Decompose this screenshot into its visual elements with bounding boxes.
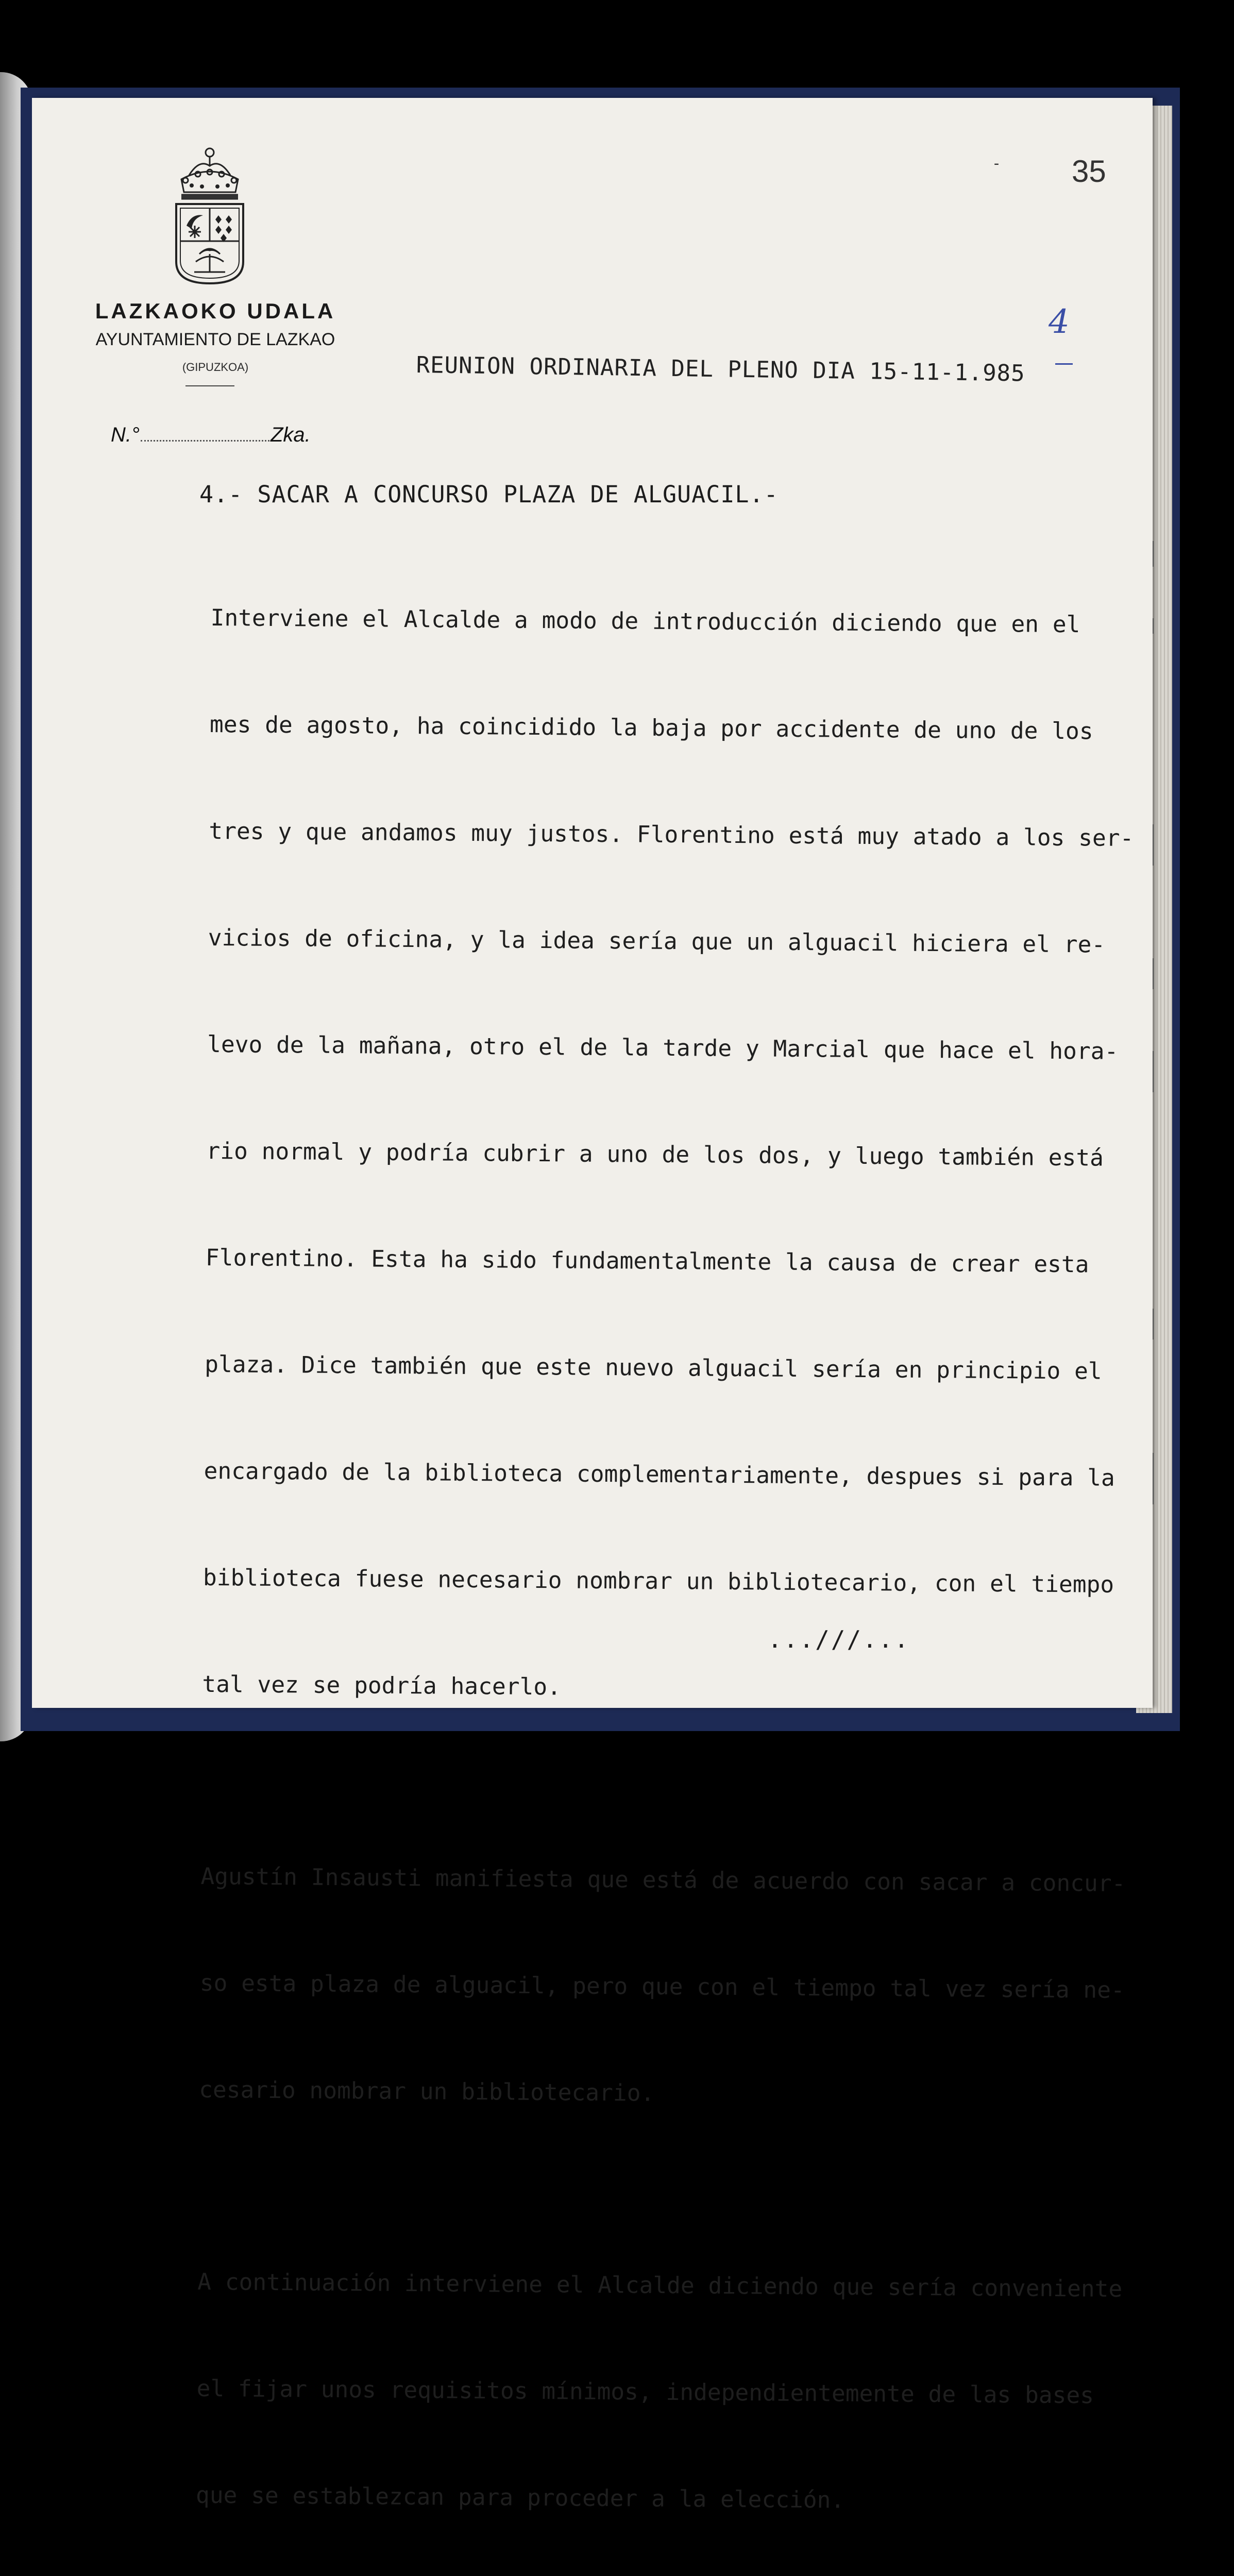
paragraph: [201, 529, 1144, 1781]
text-line: biblioteca fuese necesario nombrar un bibliotecario, con el tiempo: [202, 1564, 1114, 1598]
document-title: REUNION ORDINARIA DEL PLENO DIA 15-11-1.985: [416, 352, 1025, 387]
text-line: Agustín Insausti manifiesta que está de acuerdo con sacar a concur-: [200, 1863, 1126, 1897]
text-line: so esta plaza de alguacil, pero que con el tiempo tal vez sería ne-: [199, 1970, 1125, 2004]
text-line: vicios de oficina, y la idea sería que un alguacil hiciera el re-: [208, 924, 1106, 958]
page-number: 35: [1072, 154, 1106, 189]
continuation-mark: ...///...: [768, 1625, 910, 1653]
handwritten-underline: [1055, 363, 1073, 365]
letterhead-divider: [185, 385, 234, 386]
body-text: [182, 529, 1144, 2576]
text-line: el fijar unos requisitos mínimos, independientemente de las bases: [196, 2375, 1094, 2409]
text-line: tres y que andamos muy justos. Florentino está muy atado a los ser-: [209, 818, 1134, 852]
text-line: levo de la mañana, otro el de la tarde y Marcial que hace el hora-: [207, 1031, 1119, 1065]
text-line: plaza. Dice también que este nuevo alguacil sería en principio el: [205, 1351, 1102, 1385]
text-line: encargado de la biblioteca complementariamente, despues si para la: [204, 1458, 1115, 1492]
paragraph: [198, 1788, 1134, 2186]
coat-of-arms-icon: [171, 143, 248, 286]
reference-prefix: N.°: [111, 423, 140, 446]
organization-province: (GIPUZKOA): [182, 361, 249, 374]
margin-tick-marks: [1150, 536, 1157, 1566]
reference-dotted-blank: [141, 440, 269, 442]
text-line: que se establezcan para proceder a la elección.: [195, 2482, 845, 2514]
text-line: tal vez se podría hacerlo.: [202, 1671, 562, 1701]
text-line: cesario nombrar un bibliotecario.: [199, 2076, 655, 2107]
organization-name: LAZKAOKO UDALA: [95, 299, 336, 323]
handwritten-number: 4: [1049, 303, 1070, 341]
section-heading: 4.- SACAR A CONCURSO PLAZA DE ALGUACIL.-: [199, 481, 779, 508]
text-line: mes de agosto, ha coincidido la baja por accidente de uno de los: [209, 711, 1093, 745]
text-line: rio normal y podría cubrir a uno de los dos, y luego también está: [206, 1138, 1104, 1172]
text-line: A continuación interviene el Alcalde diciendo que sería conveniente: [197, 2268, 1123, 2302]
reference-line: [111, 423, 311, 447]
organization-subtitle: AYUNTAMIENTO DE LAZKAO: [95, 330, 335, 349]
paragraph: [195, 2193, 1131, 2576]
text-line: Florentino. Esta ha sido fundamentalmente la causa de crear esta: [205, 1244, 1089, 1278]
text-line: Interviene el Alcalde a modo de introducción diciendo que en el: [210, 604, 1080, 638]
reference-suffix: Zka.: [271, 423, 311, 446]
corner-mark: -: [992, 155, 1002, 173]
